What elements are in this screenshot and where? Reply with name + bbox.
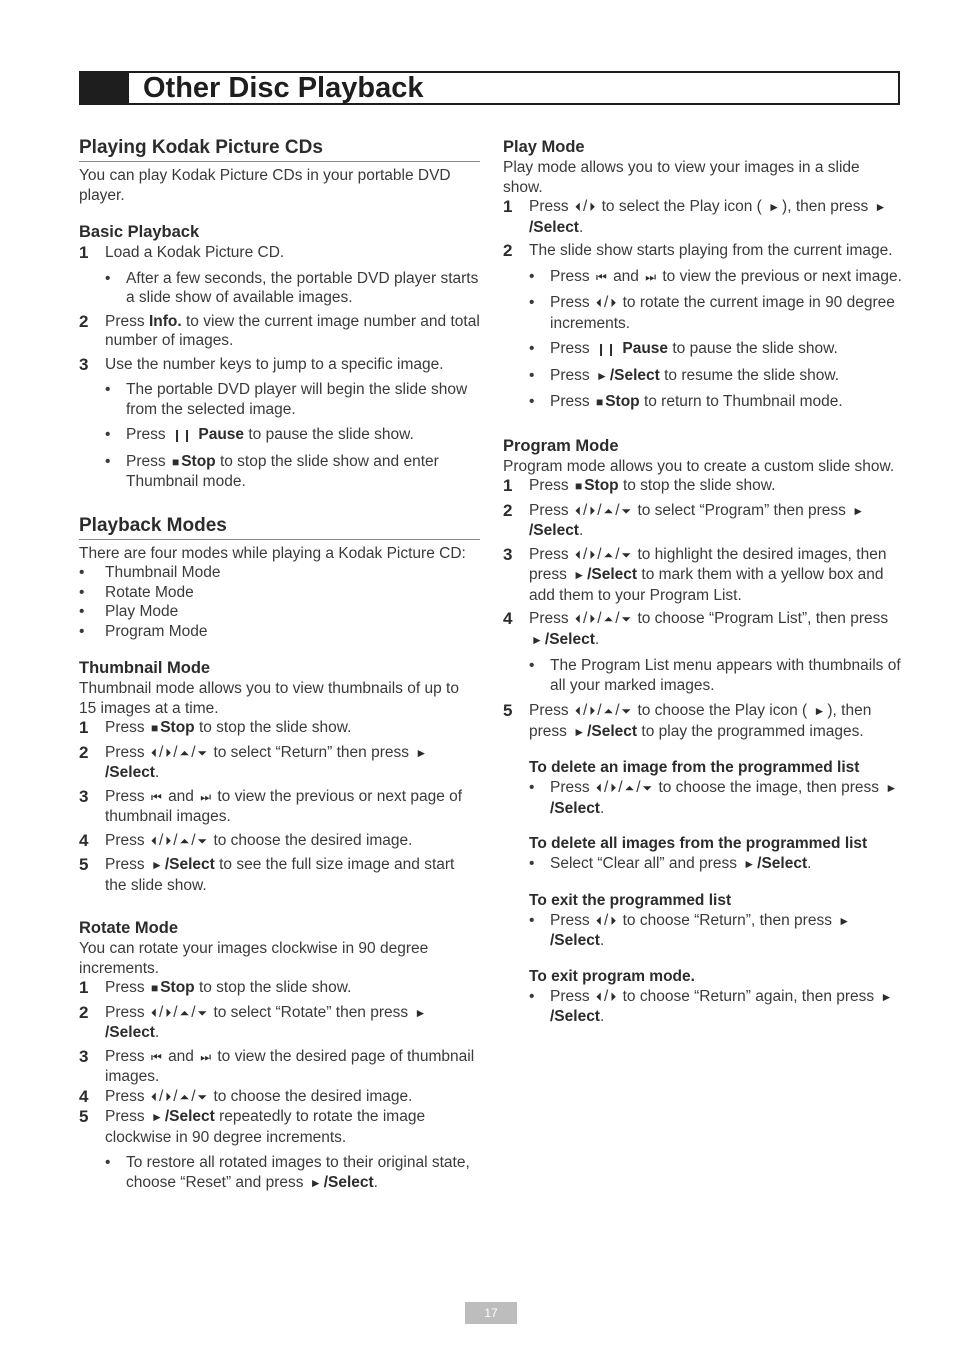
left-column — [79, 136, 480, 1193]
program-step-3: 3 Press ⏴ / ⏵ / ⏶ / ⏷ to highlight the desired images, then press ► /Select to mark them with a yellow box and add them to your Program List. — [503, 544, 887, 604]
page-number: 17 — [465, 1302, 517, 1324]
play-note-3: • Press ❙❙ Pause to pause the slide show. — [503, 339, 903, 360]
thumb-step-5: 5 Press ► /Select to see the full size image and start the slide show. — [79, 855, 455, 894]
kodak-intro: You can play Kodak Picture CDs in your portable DVD player. — [79, 167, 451, 204]
program-step-1: 1 Press ■ Stop to stop the slide show. — [503, 476, 776, 495]
right-arrow-icon: ⏵ — [610, 989, 617, 1004]
play-step-2: 2 The slide show starts playing from the current image. — [503, 241, 893, 260]
play-icon: ► — [768, 200, 781, 214]
right-arrow-icon: ⏵ — [610, 781, 617, 795]
up-arrow-icon: ⏶ — [603, 547, 614, 562]
playback-modes-heading: Playback Modes — [79, 514, 480, 540]
right-arrow-icon: ⏵ — [610, 296, 617, 310]
play-icon: ► — [813, 704, 826, 718]
basic-step-1-note: • After a few seconds, the portable DVD player starts a slide show of available images. — [105, 269, 479, 306]
play-icon: ► — [880, 989, 893, 1004]
play-note-4: • Press ► /Select to resume the slide show. — [503, 366, 903, 387]
next-icon: ⏭ — [200, 789, 212, 804]
down-arrow-icon: ⏷ — [621, 503, 632, 518]
play-mode-heading: Play Mode — [503, 138, 585, 156]
rotate-step-2: 2 Press ⏴ / ⏵ / ⏶ / ⏷ to select “Rotate” then press ►/Select. — [79, 1002, 427, 1041]
pause-icon: ❙❙ — [171, 428, 193, 442]
up-arrow-icon: ⏶ — [179, 1089, 190, 1104]
stop-icon: ■ — [171, 454, 180, 469]
modes-intro: There are four modes while playing a Kodak Picture CD: — [79, 544, 466, 562]
program-mode-heading: Program Mode — [503, 436, 619, 455]
thumb-step-1: 1 Press ■ Stop to stop the slide show. — [79, 718, 352, 737]
right-arrow-icon: ⏵ — [165, 745, 172, 760]
right-arrow-icon: ⏵ — [610, 913, 617, 928]
right-arrow-icon: ⏵ — [589, 503, 596, 518]
basic-step-3: 3 Use the number keys to jump to a specific image. — [79, 354, 444, 374]
left-arrow-icon: ⏴ — [150, 1089, 157, 1104]
left-arrow-icon: ⏴ — [595, 781, 602, 795]
delete-one-text: • Press ⏴ / ⏵ / ⏶ / ⏷ to choose the image, then press ►/Select. — [529, 779, 898, 817]
down-arrow-icon: ⏷ — [197, 1005, 208, 1020]
down-arrow-icon: ⏷ — [621, 612, 632, 626]
program-step-4: 4 Press ⏴ / ⏵ / ⏶ / ⏷ to choose “Program List”, then press ► /Select. — [503, 609, 903, 650]
rotate-mode-heading: Rotate Mode — [79, 919, 178, 937]
delete-one-heading: To delete an image from the programmed list — [529, 759, 860, 776]
left-arrow-icon: ⏴ — [574, 704, 581, 718]
rotate-reset-note: • To restore all rotated images to their original state, choose “Reset” and press ► /Select. — [79, 1153, 480, 1193]
left-arrow-icon: ⏴ — [595, 989, 602, 1004]
basic-step-2: 2 Press Info. to view the current image number and total number of images. — [79, 311, 480, 349]
mode-list-item: • Play Mode — [79, 603, 179, 620]
mode-list-item: • Thumbnail Mode — [79, 564, 221, 581]
up-arrow-icon: ⏶ — [179, 1005, 190, 1020]
right-arrow-icon: ⏵ — [589, 547, 596, 562]
mode-list-item: • Rotate Mode — [79, 583, 194, 601]
thumb-step-3: 3 Press ⏮ and ⏭ to view the previous or next page of thumbnail images. — [79, 786, 463, 825]
thumb-step-4: 4 Press ⏴ / ⏵ / ⏶ / ⏷ to choose the desired image. — [79, 830, 413, 850]
left-arrow-icon: ⏴ — [574, 503, 581, 518]
play-icon: ► — [150, 858, 163, 872]
play-icon: ► — [874, 200, 887, 214]
play-icon: ► — [595, 368, 608, 383]
up-arrow-icon: ⏶ — [603, 612, 614, 626]
play-icon: ► — [309, 1175, 322, 1190]
down-arrow-icon: ⏷ — [642, 781, 653, 795]
next-icon: ⏭ — [645, 269, 657, 284]
stop-icon: ■ — [595, 395, 604, 409]
program-intro: Program mode allows you to create a custom slide show. — [503, 457, 895, 475]
basic-playback-heading: Basic Playback — [79, 223, 200, 241]
down-arrow-icon: ⏷ — [621, 547, 632, 562]
rotate-step-1: 1 Press ■ Stop to stop the slide show. — [79, 978, 352, 997]
stop-icon: ■ — [574, 479, 583, 493]
stop-icon: ■ — [150, 981, 159, 995]
down-arrow-icon: ⏷ — [197, 833, 208, 848]
right-arrow-icon: ⏵ — [165, 833, 172, 848]
right-column — [503, 136, 903, 1027]
basic-step-1: 1 Load a Kodak Picture CD. — [79, 243, 285, 262]
rotate-step-4: 4 Press ⏴ / ⏵ / ⏶ / ⏷ to choose the desired image. — [79, 1086, 413, 1106]
play-icon: ► — [573, 568, 586, 582]
thumbnail-mode-heading: Thumbnail Mode — [79, 659, 211, 677]
stop-icon: ■ — [150, 721, 159, 735]
up-arrow-icon: ⏶ — [603, 503, 614, 518]
play-note-1: • Press ⏮ and ⏭ to view the previous or next image. — [503, 267, 903, 288]
right-arrow-icon: ⏵ — [165, 1089, 172, 1104]
up-arrow-icon: ⏶ — [179, 833, 190, 848]
rotate-step-5: 5 Press ► /Select repeatedly to rotate the image clockwise in 90 degree increments. — [79, 1107, 426, 1146]
left-arrow-icon: ⏴ — [574, 547, 581, 562]
program-step-5: 5 Press ⏴ / ⏵ / ⏶ / ⏷ to choose the Play icon ( ► ), then press ► /Select to play the programmed images. — [503, 701, 903, 742]
delete-all-text: • Select “Clear all” and press ► /Select. — [529, 854, 903, 875]
left-arrow-icon: ⏴ — [595, 913, 602, 928]
previous-icon: ⏮ — [150, 789, 162, 804]
play-icon: ► — [531, 632, 543, 647]
down-arrow-icon: ⏷ — [197, 1089, 208, 1104]
right-arrow-icon: ⏵ — [589, 704, 596, 718]
play-step-1: 1 Press ⏴ / ⏵ to select the Play icon ( ► ), then press ►/Select. — [503, 197, 887, 236]
next-icon: ⏭ — [200, 1049, 212, 1064]
play-icon: ► — [838, 913, 851, 928]
play-intro: Play mode allows you to view your images in a slide show. — [503, 159, 860, 196]
program-subsections — [503, 758, 903, 1027]
up-arrow-icon: ⏶ — [603, 704, 614, 718]
title-block-marker — [81, 73, 129, 103]
pause-icon: ❙❙ — [595, 342, 617, 356]
rotate-intro: You can rotate your images clockwise in 90 degree increments. — [79, 940, 429, 977]
exit-list-text: • Press ⏴ / ⏵ to choose “Return”, then press ►/Select. — [529, 911, 851, 949]
play-icon: ► — [885, 781, 898, 795]
play-note-5: • Press ■ Stop to return to Thumbnail mode. — [503, 392, 903, 413]
down-arrow-icon: ⏷ — [621, 704, 632, 718]
right-arrow-icon: ⏵ — [589, 612, 596, 626]
basic-step-3-note-3: • Press ■ Stop to stop the slide show and enter Thumbnail mode. — [105, 452, 439, 490]
up-arrow-icon: ⏶ — [179, 745, 190, 760]
mode-list-item: • Program Mode — [79, 622, 208, 640]
page-title: Other Disc Playback — [143, 72, 424, 104]
exit-list-heading: To exit the programmed list — [529, 891, 732, 909]
exit-mode-heading: To exit program mode. — [529, 967, 695, 985]
left-arrow-icon: ⏴ — [150, 745, 157, 760]
right-arrow-icon: ⏵ — [589, 200, 596, 214]
previous-icon: ⏮ — [150, 1049, 162, 1064]
previous-icon: ⏮ — [595, 269, 607, 284]
left-arrow-icon: ⏴ — [595, 296, 602, 310]
left-arrow-icon: ⏴ — [574, 200, 581, 214]
right-arrow-icon: ⏵ — [165, 1005, 172, 1020]
play-icon: ► — [150, 1110, 163, 1124]
left-arrow-icon: ⏴ — [150, 833, 157, 848]
basic-step-3-note-1: • The portable DVD player will begin the slide show from the selected image. — [105, 381, 468, 418]
title-bar — [79, 71, 900, 105]
rotate-step-3: 3 Press ⏮ and ⏭ to view the desired page of thumbnail images. — [79, 1046, 475, 1085]
play-icon: ► — [415, 745, 428, 760]
up-arrow-icon: ⏶ — [624, 781, 635, 795]
left-arrow-icon: ⏴ — [150, 1005, 157, 1020]
play-icon: ► — [573, 724, 586, 739]
program-step-2: 2 Press ⏴ / ⏵ / ⏶ / ⏷ to select “Program” then press ►/Select. — [503, 500, 865, 539]
play-icon: ► — [852, 503, 865, 518]
play-icon: ► — [414, 1005, 427, 1020]
basic-step-3-note-2: • Press ❙❙ Pause to pause the slide show. — [79, 425, 480, 446]
program-step-4-note: • The Program List menu appears with thumbnails of all your marked images. — [529, 657, 901, 694]
exit-mode-text: • Press ⏴ / ⏵ to choose “Return” again, then press ►/Select. — [529, 987, 893, 1025]
play-note-2: • Press ⏴ / ⏵ to rotate the current image in 90 degree increments. — [529, 294, 895, 332]
left-arrow-icon: ⏴ — [574, 612, 581, 626]
thumbnail-intro: Thumbnail mode allows you to view thumbnails of up to 15 images at a time. — [79, 680, 459, 717]
play-icon: ► — [743, 857, 756, 871]
kodak-heading: Playing Kodak Picture CDs — [79, 136, 480, 162]
thumb-step-2: 2 Press ⏴ / ⏵ / ⏶ / ⏷ to select “Return” then press ►/Select. — [79, 742, 428, 781]
delete-all-heading: To delete all images from the programmed list — [529, 835, 868, 852]
down-arrow-icon: ⏷ — [197, 745, 208, 760]
